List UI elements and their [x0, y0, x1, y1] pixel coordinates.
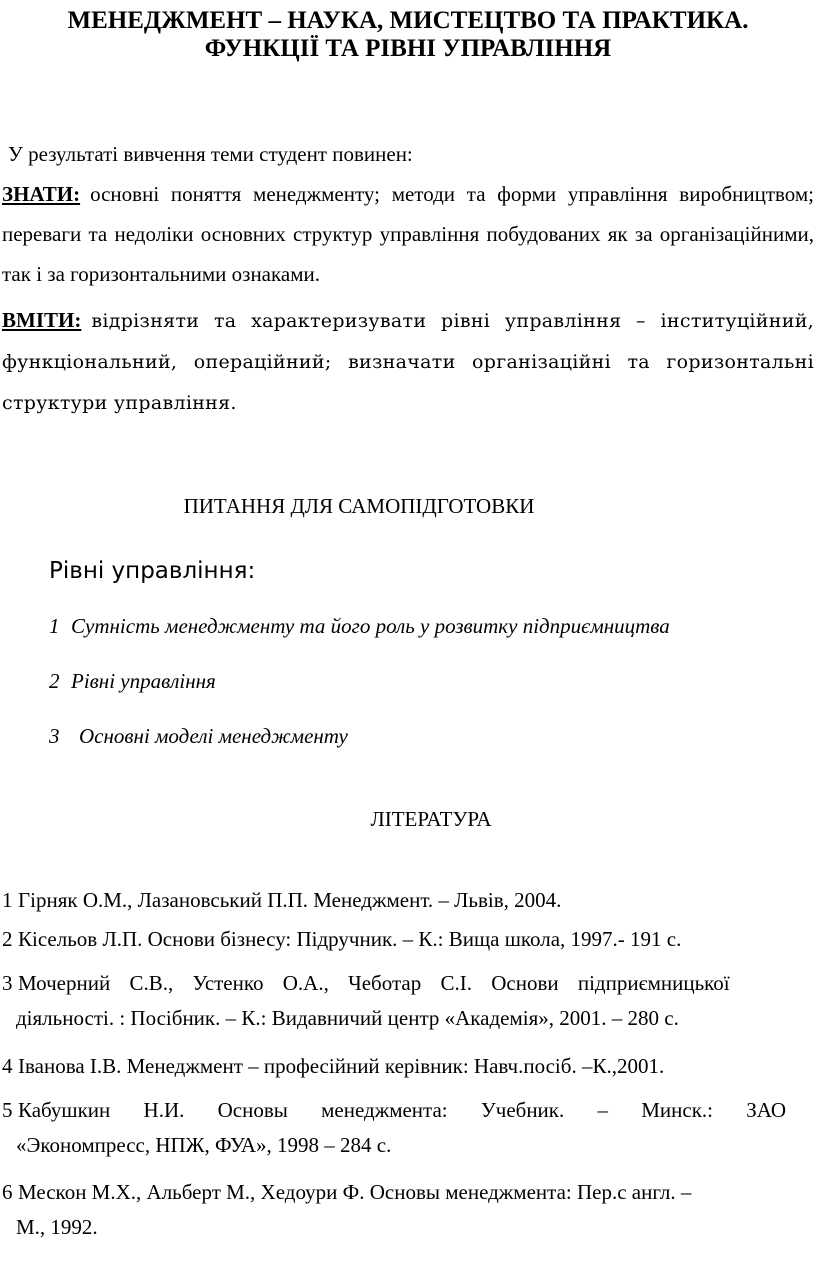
question-number: 1 [49, 614, 60, 638]
literature-number: 6 [2, 1180, 13, 1204]
document-title-line-1: МЕНЕДЖМЕНТ – НАУКА, МИСТЕЦТВО ТА ПРАКТИКА. [67, 7, 749, 34]
can-text: відрізняти та характеризувати рівні управління – інституційний, функціональний, операційний; визначати організаційні та горизонтальні структури управління. [2, 310, 814, 414]
literature-text-continued: «Экономпресс, НПЖ, ФУА», 1998 – 284 с. [16, 1133, 392, 1157]
question-item [49, 668, 216, 694]
literature-item [2, 883, 814, 918]
literature-text: Мескон М.Х., Альберт М., Хедоури Ф. Основы менеджмента: Пер.с англ. – [18, 1180, 692, 1204]
can-paragraph [2, 300, 814, 423]
question-text: Рівні управління [71, 669, 216, 693]
literature-line [2, 1175, 814, 1210]
intro-text: У результаті вивчення теми студент повинен: [8, 142, 413, 166]
literature-number: 3 [2, 971, 13, 995]
literature-line [2, 966, 814, 1001]
literature-text: Кісельов Л.П. Основи бізнесу: Підручник. – К.: Вища школа, 1997.- 191 с. [18, 927, 682, 951]
know-text: основні поняття менеджменту; методи та форми управління виробництвом; переваги та недоліки основних структур управління побудованих як за організаційними, так і за горизонтальними ознаками. [2, 182, 814, 286]
literature-text: Іванова І.В. Менеджмент – професійний керівник: Навч.посіб. –К.,2001. [18, 1054, 665, 1078]
know-paragraph [2, 174, 814, 294]
literature-number: 2 [2, 927, 13, 951]
question-text: Основні моделі менеджменту [79, 724, 348, 748]
question-number: 3 [49, 724, 60, 748]
literature-text-continued: М., 1992. [16, 1215, 98, 1239]
can-label: ВМІТИ: [2, 308, 82, 332]
literature-number: 1 [2, 888, 13, 912]
self-study-heading: ПИТАННЯ ДЛЯ САМОПІДГОТОВКИ [183, 494, 535, 518]
literature-item [2, 922, 814, 957]
document-title-line-2: ФУНКЦІЇ ТА РІВНІ УПРАВЛІННЯ [204, 35, 612, 62]
literature-number: 4 [2, 1054, 13, 1078]
literature-item [2, 1049, 814, 1084]
levels-title: Рівні управління: [49, 558, 256, 584]
literature-heading: ЛІТЕРАТУРА [370, 807, 492, 831]
literature-item [2, 1093, 814, 1163]
literature-item [2, 966, 814, 1036]
literature-line [2, 1093, 814, 1128]
literature-text-continued: діяльності. : Посібник. – К.: Видавничий центр «Академія», 2001. – 280 с. [16, 1006, 679, 1030]
know-label: ЗНАТИ: [2, 182, 81, 206]
literature-text: Мочерний С.В., Устенко О.А., Чеботар С.І. Основи підприємницької [18, 971, 730, 995]
literature-text: Гірняк О.М., Лазановський П.П. Менеджмент. – Львів, 2004. [18, 888, 562, 912]
question-item [49, 613, 670, 639]
literature-item [2, 1175, 814, 1245]
question-text: Сутність менеджменту та його роль у розвитку підприємництва [71, 614, 670, 638]
question-number: 2 [49, 669, 60, 693]
literature-text: Кабушкин Н.И. Основы менеджмента: Учебник. – Минск.: ЗАО [18, 1098, 787, 1122]
literature-number: 5 [2, 1098, 13, 1122]
question-item [49, 723, 348, 749]
